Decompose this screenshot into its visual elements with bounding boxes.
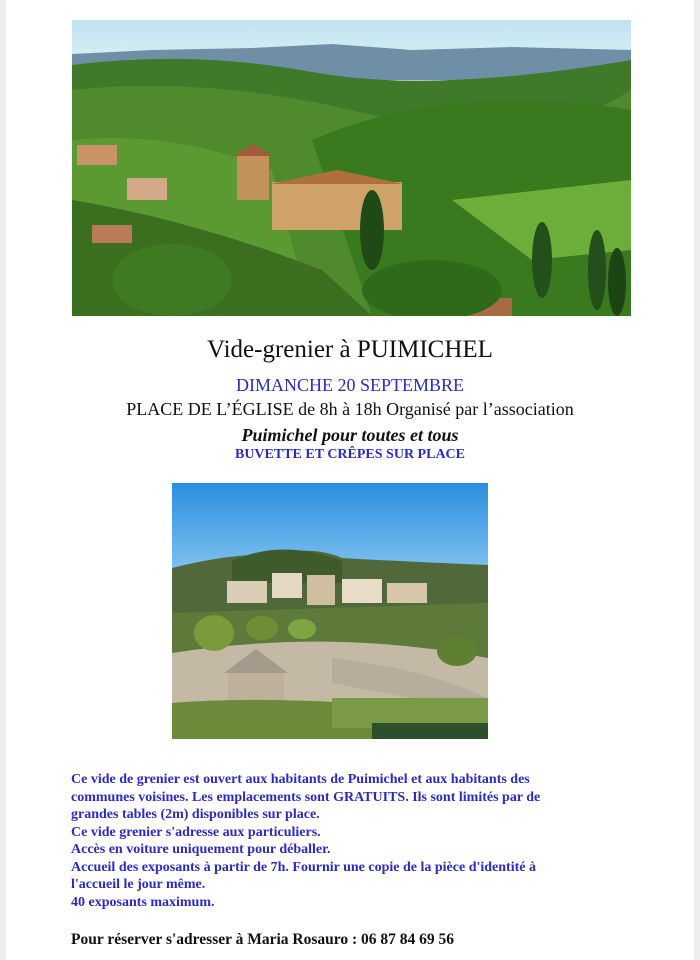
association-name: Puimichel pour toutes et tous [241,425,459,445]
poster-title: Vide-grenier à PUIMICHEL [207,336,493,363]
info-line: Ce vide grenier s'adresse aux particuliers. [71,824,321,840]
village-hillside-photo [72,20,631,316]
info-line: l'accueil le jour même. [71,877,206,892]
info-paragraph [71,771,631,911]
info-line: Ce vide de grenier est ouvert aux habitants de Puimichel et aux habitants des [71,772,530,787]
info-line: Accès en voiture uniquement pour déballer. [71,842,331,857]
village-square-photo [172,483,488,739]
info-line: grandes tables (2m) disponibles sur place. [71,807,320,822]
buvette-notice: BUVETTE ET CRÊPES SUR PLACE [234,447,466,462]
info-line: 40 exposants maximum. [71,894,215,910]
info-line: communes voisines. Les emplacements sont GRATUITS. Ils sont limités par de [71,789,541,805]
reservation-contact: Pour réserver s'adresser à Maria Rosauro : 06 87 84 69 56 [71,931,454,948]
event-place: PLACE DE L’ÉGLISE de 8h à 18h Organisé par l’association [126,399,574,419]
event-date: DIMANCHE 20 SEPTEMBRE [235,375,464,395]
info-line: Accueil des exposants à partir de 7h. Fournir une copie de la pièce d'identité à [71,859,536,875]
